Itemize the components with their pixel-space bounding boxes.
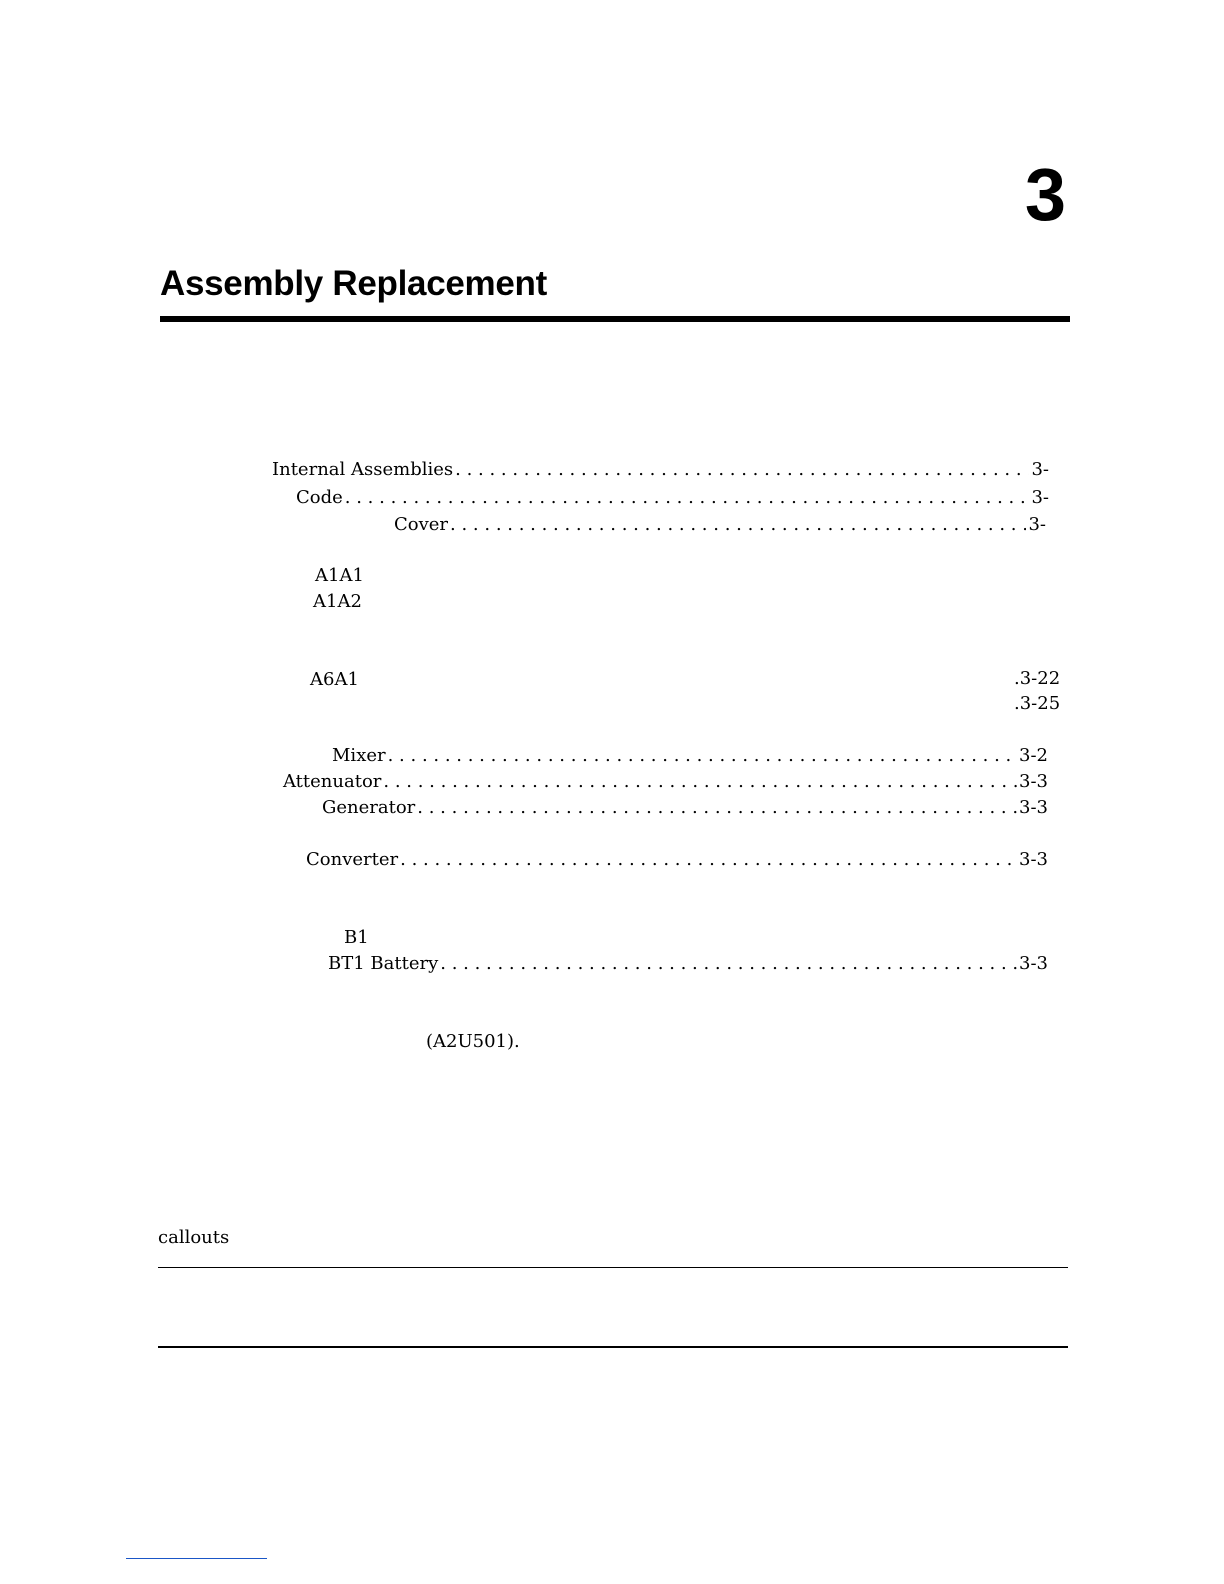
toc-page: 3-3 (1019, 849, 1048, 870)
toc-page: 3-3 (1019, 953, 1048, 974)
section-divider-top (158, 1267, 1068, 1268)
toc-label: Generator (322, 797, 416, 818)
toc-entry-cover[interactable] (394, 512, 1046, 538)
toc-page: 3-3 (1019, 771, 1048, 792)
toc-leader (440, 951, 1017, 977)
toc-leader (388, 743, 1017, 769)
toc-entry-b1[interactable]: B1 (344, 927, 369, 948)
toc-leader (383, 769, 1017, 795)
toc-leader (450, 512, 1026, 538)
callouts-text: callouts (158, 1227, 230, 1248)
toc-leader (455, 457, 1029, 483)
toc-entry-bt1-battery[interactable] (328, 951, 1048, 977)
toc-entry-generator[interactable] (322, 795, 1048, 821)
toc-label: Cover (394, 514, 449, 535)
toc-leader (345, 485, 1030, 511)
toc-page: 3-2 (1019, 745, 1048, 766)
toc-leader (400, 847, 1017, 873)
toc-entry-code[interactable] (296, 485, 1049, 511)
chapter-number: 3 (1024, 153, 1066, 236)
toc-page: 3- (1028, 514, 1046, 535)
section-divider-bottom (158, 1346, 1068, 1348)
toc-entry-mixer[interactable] (332, 743, 1048, 769)
toc-page-3-25: .3-25 (1014, 693, 1061, 714)
toc-label: Internal Assemblies (272, 459, 454, 480)
toc-page: 3- (1031, 487, 1049, 508)
toc-page: 3- (1031, 459, 1049, 480)
chapter-title: Assembly Replacement (160, 264, 547, 303)
toc-entry-internal-assemblies[interactable] (272, 457, 1049, 483)
toc-entry-a2u501[interactable]: (A2U501). (426, 1031, 520, 1052)
toc-entry-a1a1[interactable]: A1A1 (315, 565, 364, 586)
toc-entry-attenuator[interactable] (283, 769, 1048, 795)
toc-label: Mixer (332, 745, 386, 766)
toc-label: BT1 Battery (328, 953, 439, 974)
toc-label: Attenuator (283, 771, 382, 792)
toc-page-3-22: .3-22 (1014, 668, 1061, 689)
toc-entry-a1a2[interactable]: A1A2 (313, 591, 362, 612)
footer-link-underline[interactable] (126, 1558, 267, 1559)
toc-entry-converter[interactable] (306, 847, 1048, 873)
toc-entry-a6a1[interactable]: A6A1 (310, 669, 359, 690)
title-rule (160, 316, 1070, 322)
toc-page: 3-3 (1019, 797, 1048, 818)
toc-leader (417, 795, 1017, 821)
toc-label: Converter (306, 849, 399, 870)
toc-label: Code (296, 487, 343, 508)
